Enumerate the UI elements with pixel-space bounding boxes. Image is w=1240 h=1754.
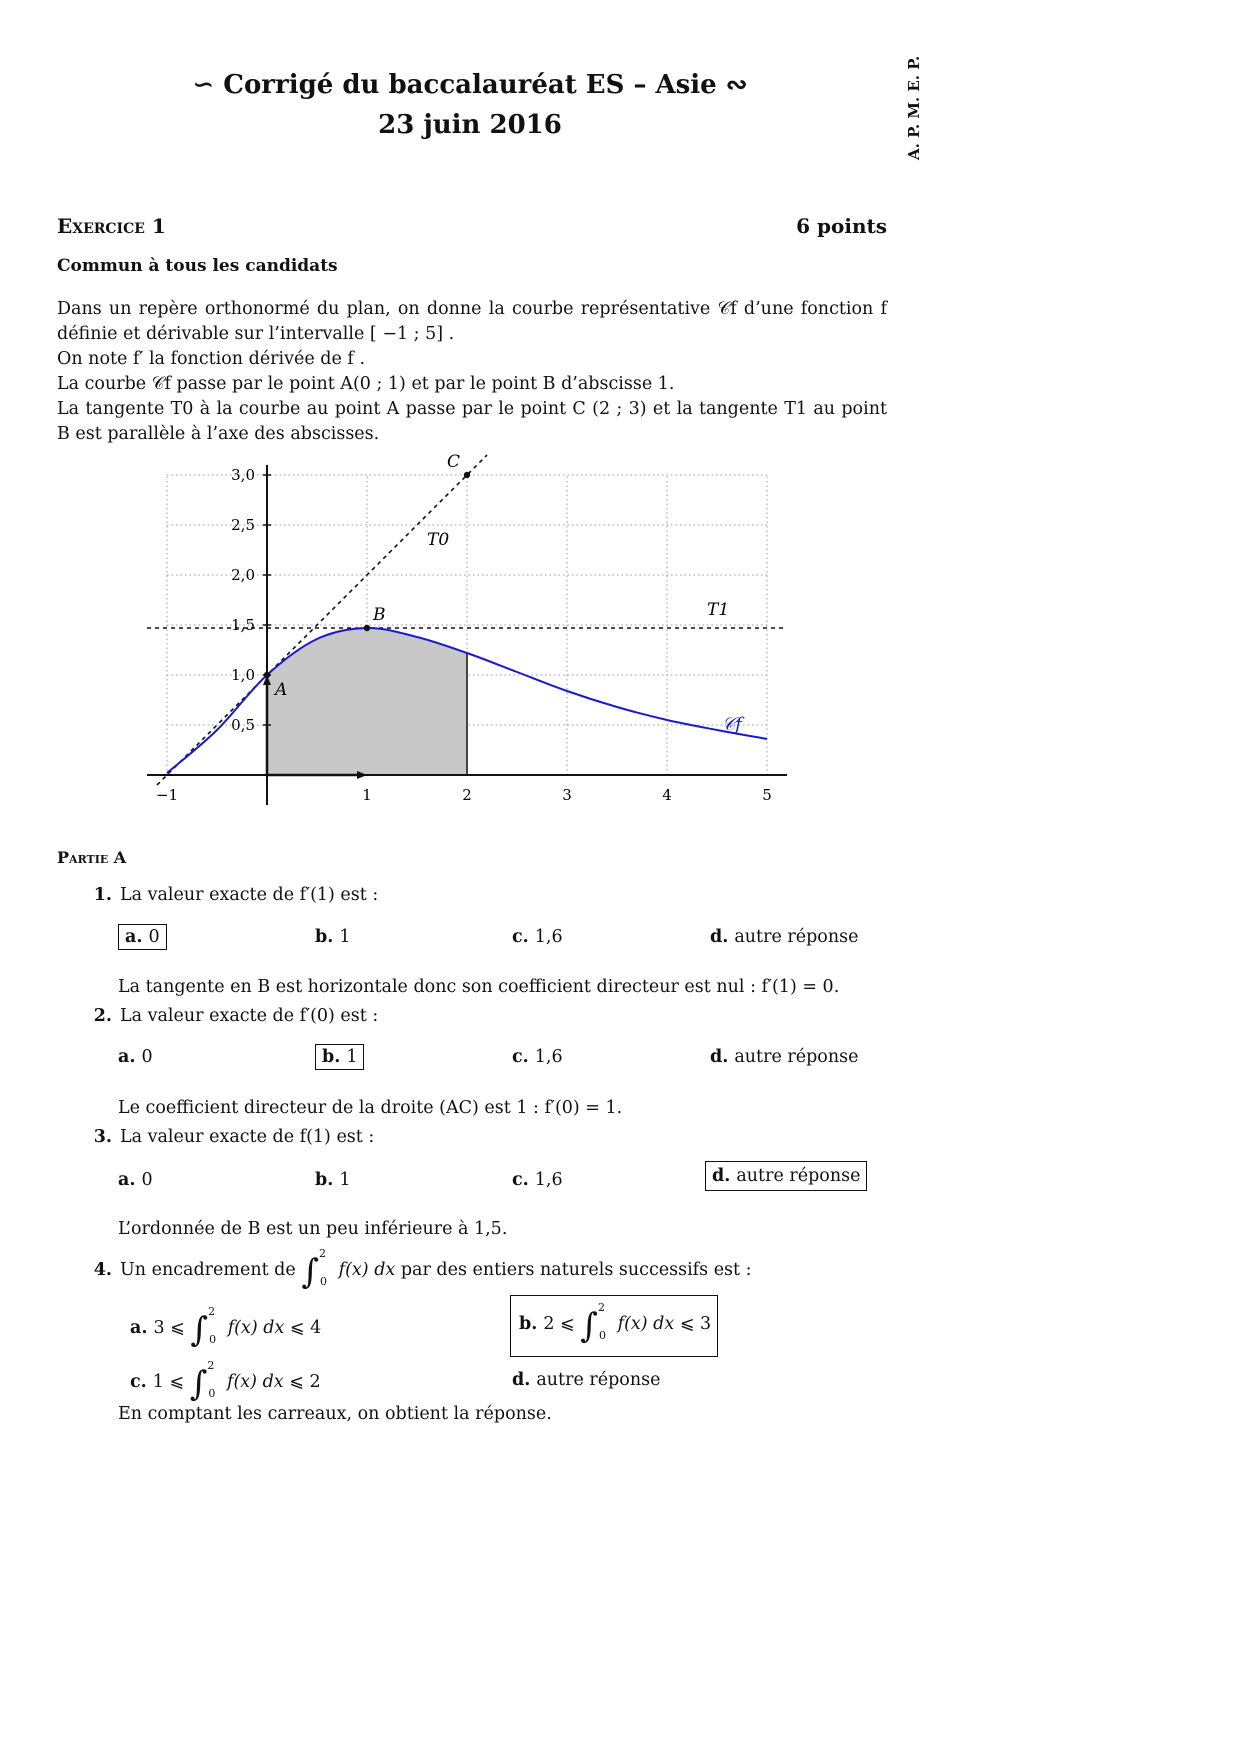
exercise-intro <box>57 297 887 447</box>
page-title <box>0 70 940 100</box>
q1-explanation: La tangente en B est horizontale donc son coefficient directeur est nul : f′(1) = 0. <box>118 977 840 997</box>
ornament-right-icon: ∾ <box>725 70 748 100</box>
correct-answer-box: d. autre réponse <box>705 1161 867 1191</box>
point-a-marker <box>264 672 270 678</box>
question-text: La valeur exacte de f′(0) est : <box>120 1006 379 1026</box>
y-tick-label: 1,0 <box>231 666 255 684</box>
ornament-left-icon: ∽ <box>192 70 215 100</box>
label-cf: 𝒞f <box>722 714 742 735</box>
x-tick-label: 4 <box>662 786 672 804</box>
q3-option-b[interactable]: b. 1 <box>315 1170 351 1190</box>
exercise-name: Exercice 1 <box>57 214 166 238</box>
question-text-before: Un encadrement de <box>120 1260 296 1280</box>
q2-explanation: Le coefficient directeur de la droite (AC) est 1 : f′(0) = 1. <box>118 1098 623 1118</box>
y-tick-label: 1,5 <box>231 616 255 634</box>
point-a-label: A <box>275 680 288 700</box>
x-tick-label: 1 <box>362 786 372 804</box>
question-2 <box>86 1006 378 1026</box>
integral-sign-icon: ∫ <box>189 1364 208 1404</box>
q2-option-c[interactable]: c. 1,6 <box>512 1047 563 1067</box>
question-3 <box>86 1127 374 1147</box>
q2-option-b[interactable] <box>315 1047 364 1067</box>
integral-lower: 0 <box>320 1275 328 1288</box>
point-b-label: B <box>373 605 386 625</box>
y-tick-label: 0,5 <box>231 716 255 734</box>
q4-option-a[interactable]: a. 3 ⩽ ∫$^2_0$ f(x) dx ⩽ 4 <box>130 1305 322 1350</box>
question-text: La valeur exacte de f(1) est : <box>120 1127 375 1147</box>
partie-a-title: Partie A <box>57 848 127 867</box>
q4-option-c[interactable]: c. 1 ⩽ ∫$^2_0$ f(x) dx ⩽ 2 <box>130 1359 321 1404</box>
point-c-label: C <box>447 452 461 472</box>
integral-sign-icon: ∫ <box>301 1252 320 1292</box>
exercise-audience: Commun à tous les candidats <box>57 256 338 276</box>
intro-line: La tangente T0 à la courbe au point A passe par le point C (2 ; 3) et la tangente T1 au point B est parallèle à l’axe des abscisses. <box>57 399 887 444</box>
q3-option-d[interactable] <box>705 1166 867 1186</box>
x-tick-label: −1 <box>155 786 179 804</box>
q1-option-c[interactable]: c. 1,6 <box>512 927 563 947</box>
q3-explanation: L’ordonnée de B est un peu inférieure à 1,5. <box>118 1219 508 1239</box>
y-ticks <box>231 466 271 734</box>
integral-sign-icon: ∫ <box>190 1310 209 1350</box>
q3-option-c[interactable]: c. 1,6 <box>512 1170 563 1190</box>
x-tick-label: 2 <box>462 786 472 804</box>
side-label: A. P. M. E. P. <box>905 55 923 160</box>
q1-option-a[interactable] <box>118 927 167 947</box>
y-tick-label: 3,0 <box>231 466 255 484</box>
integral-upper: 2 <box>319 1247 327 1260</box>
q3-option-a[interactable]: a. 0 <box>118 1170 153 1190</box>
question-number: 4. <box>93 1260 112 1280</box>
intro-line: On note f′ la fonction dérivée de f . <box>57 349 366 369</box>
question-1 <box>86 885 378 905</box>
title-line-1: Corrigé du baccalauréat ES – Asie <box>223 70 717 100</box>
question-number: 3. <box>93 1127 112 1147</box>
intro-line: Dans un repère orthonormé du plan, on donne la courbe représentative 𝒞f d’une fonction f définie et dérivable sur l’intervalle [ −1 ; 5] . <box>57 299 887 344</box>
question-text-after: par des entiers naturels successifs est : <box>400 1260 752 1280</box>
y-tick-label: 2,5 <box>231 516 255 534</box>
q4-explanation: En comptant les carreaux, on obtient la réponse. <box>118 1404 552 1424</box>
correct-answer-box: b. 1 <box>315 1044 364 1070</box>
x-tick-label: 3 <box>562 786 572 804</box>
q1-option-d[interactable]: d. autre réponse <box>710 927 859 947</box>
q2-option-a[interactable]: a. 0 <box>118 1047 153 1067</box>
point-b-marker <box>364 625 370 631</box>
label-t0: T0 <box>427 530 450 550</box>
q2-option-d[interactable]: d. autre réponse <box>710 1047 859 1067</box>
x-ticks <box>156 786 772 804</box>
label-t1: T1 <box>707 600 730 620</box>
integral-sign-icon: ∫ <box>580 1306 599 1346</box>
q1-option-b[interactable]: b. 1 <box>315 927 351 947</box>
y-tick-label: 2,0 <box>231 566 255 584</box>
function-graph <box>140 450 810 830</box>
question-number: 1. <box>93 885 112 905</box>
q4-option-d[interactable]: d. autre réponse <box>512 1370 661 1390</box>
integrand: f(x) dx <box>338 1260 396 1280</box>
point-c-marker <box>464 472 470 478</box>
question-number: 2. <box>93 1006 112 1026</box>
exam-date: 23 juin 2016 <box>378 110 562 140</box>
exercise-points: 6 points <box>796 214 887 238</box>
question-4 <box>86 1247 752 1292</box>
x-tick-label: 5 <box>762 786 772 804</box>
exercise-heading <box>57 214 887 238</box>
correct-answer-box: a. 0 <box>118 924 167 950</box>
intro-line: La courbe 𝒞f passe par le point A(0 ; 1) et par le point B d’abscisse 1. <box>57 374 675 394</box>
q4-option-b[interactable]: b. 2 ⩽ ∫$^2_0$ f(x) dx ⩽ 3 <box>510 1295 718 1357</box>
question-text: La valeur exacte de f′(1) est : <box>120 885 379 905</box>
